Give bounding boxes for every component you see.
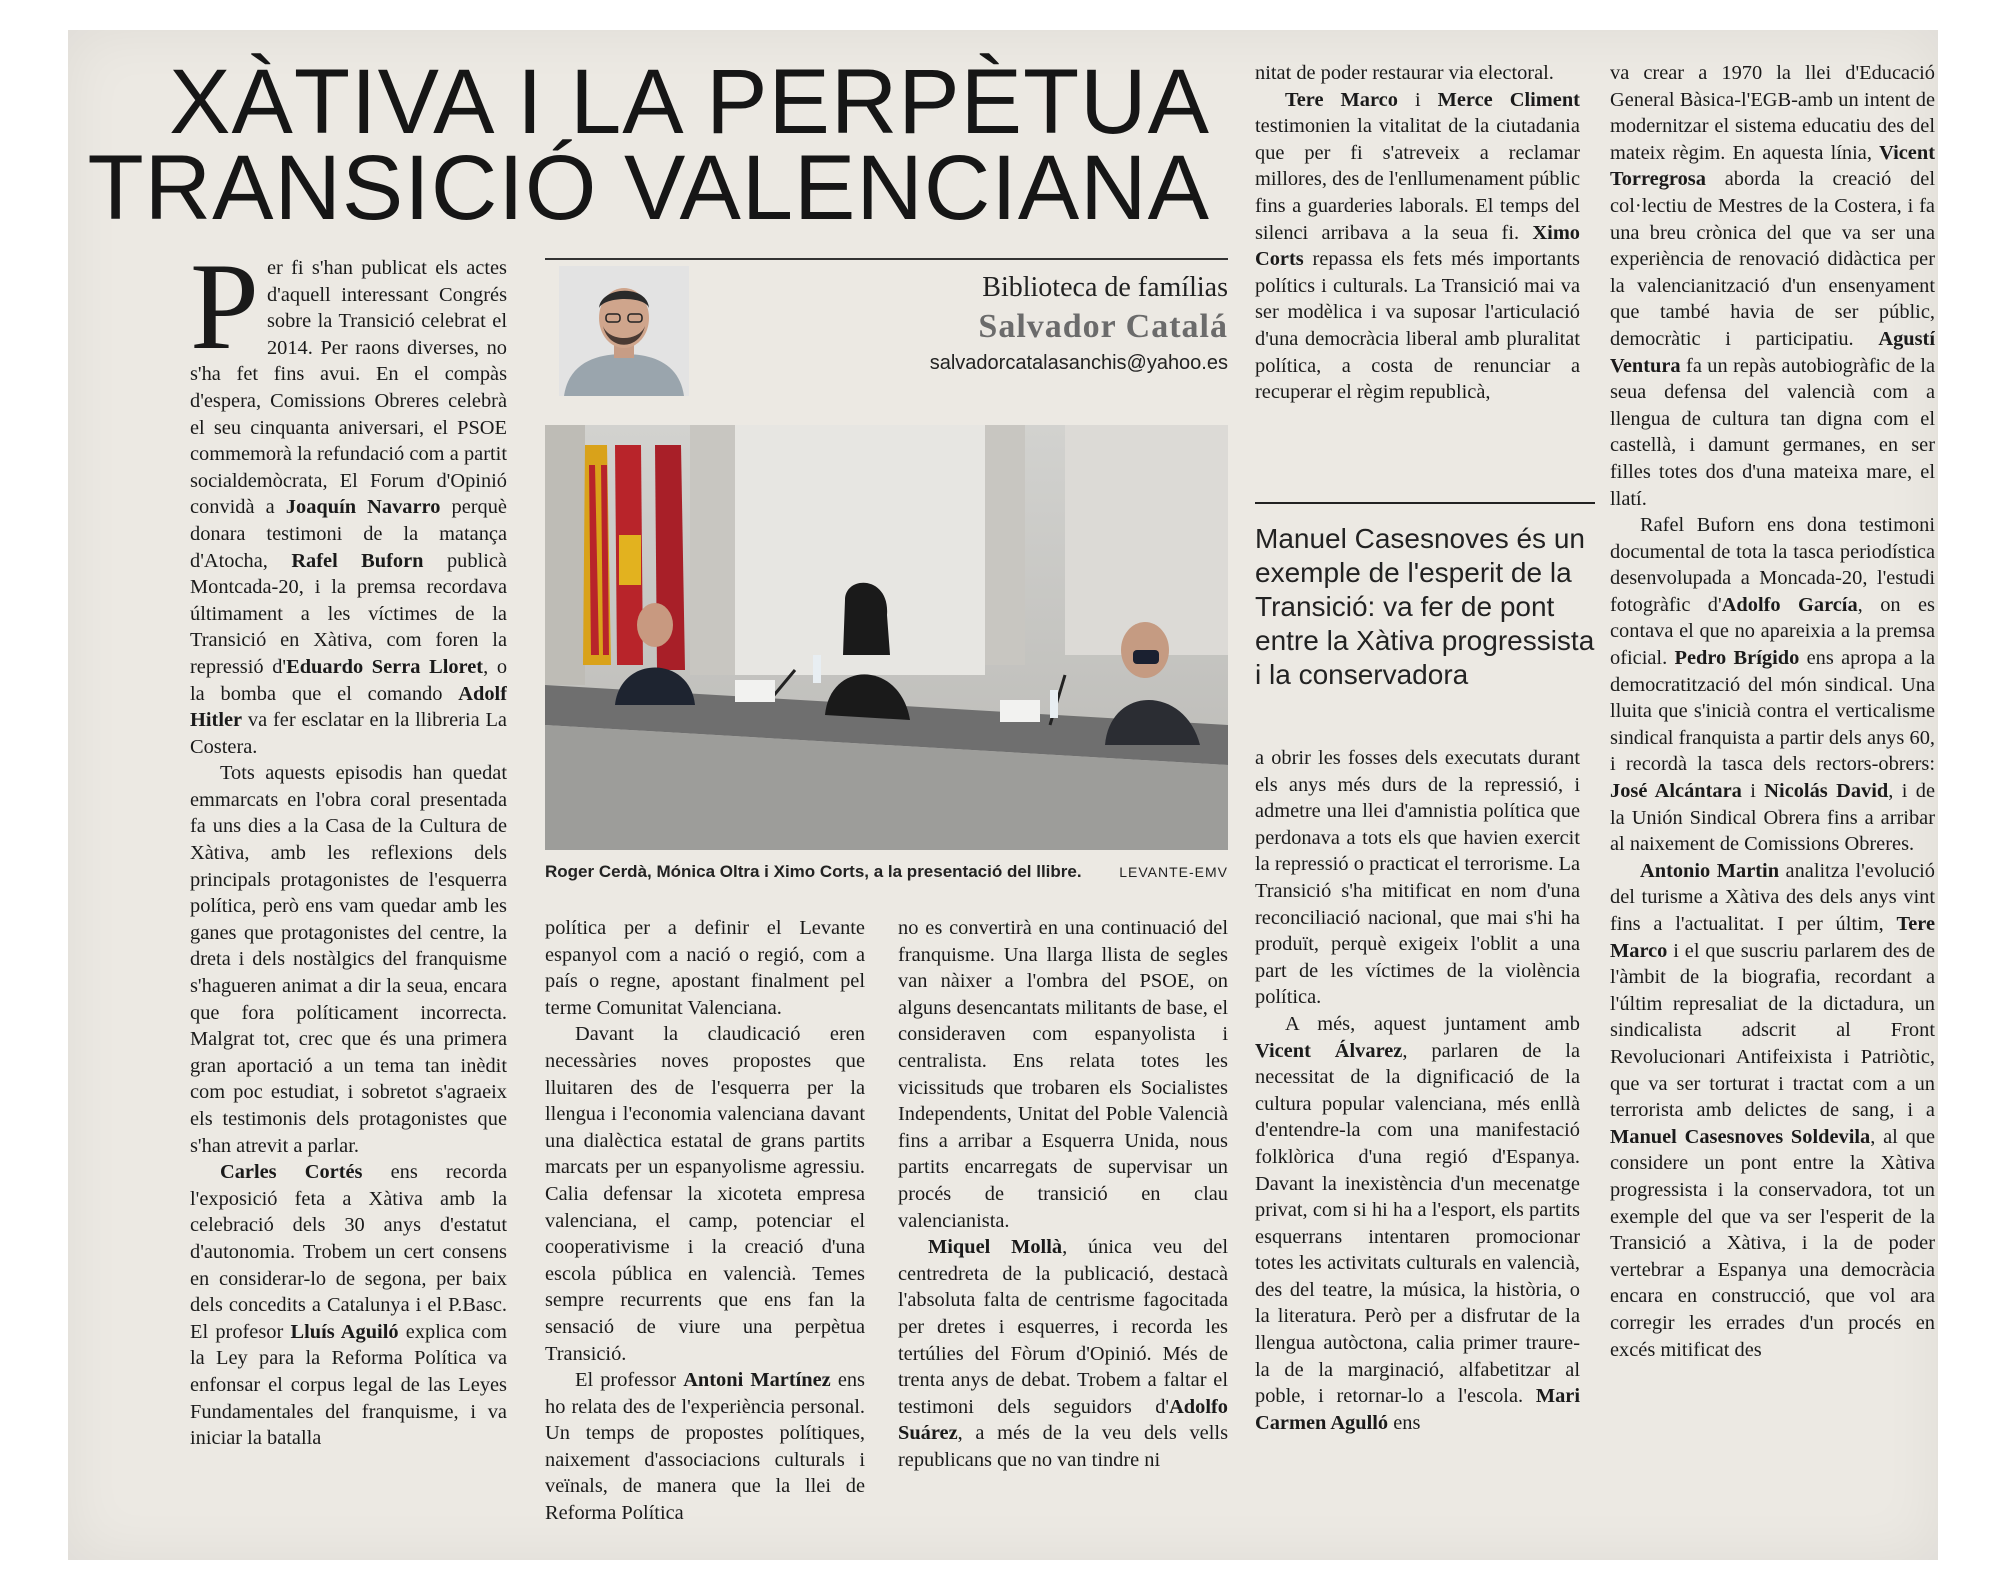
photo-caption: Roger Cerdà, Mónica Oltra i Ximo Corts, a la presentació del llibre. LEVANTE-EMV [545,862,1228,881]
author-avatar [559,266,689,396]
author-email: salvadorcatalasanchis@yahoo.es [929,352,1228,374]
headline-line-2: TRANSICIÓ VALENCIANA [87,137,1210,239]
article-column-1: Per fi s'han publicat els actes d'aquell interessant Congrés sobre la Transició celebrat el 2014. Per raons diverses, no s'ha fet fins avui. En el compàs d'espera, Comissions Obreres celebrà el seu cinquanta aniversari, el PSOE commemorà la refundació com a partit socialdemòcrata, El Forum d'Opinió convidà a Joaquín Navarro perquè donara testimoni de la matança d'Atocha, Rafel Buforn publicà Montcada-20, i la premsa recordava últimament a les víctimes de la Transició en Xàtiva, com foren la repressió d'Eduardo Serra Lloret, o la bomba que el comando Adolf Hitler va fer esclatar en la llibreria La Costera. Tots aquests episodis han quedat emmarcats en l'obra coral presentada fa uns dies a la Casa de la Cultura de Xàtiva, amb les reflexions dels principals protagonistes de l'esquerra política, però ens vam quedar amb les ganes que protagonistes del centre, la dreta i dels nostàlgics del franquisme s'hagueren animat a dir la seua, encara que fora políticament incorrecta. Malgrat tot, crec que és una primera gran aportació a un tema tan inèdit com poc estudiat, i sobretot s'agraeix els testimonis dels protagonistes que s'han atrevit a parlar. Carles Cortés ens recorda l'exposició feta a Xàtiva amb la celebració dels 30 anys d'estatut d'autonomia. Trobem un cert consens en considerar-lo de segona, per baix dels concedits a Catalunya i el P.Basc. El profesor Lluís Aguiló explica com la Ley para la Reforma Política va enfonsar el corpus legal de las Leyes Fundamentales del franquisme, i va iniciar la batalla [190,255,507,1450]
article-column-3: no es convertirà en una continuació del franquisme. Una llarga llista de segles van nàixer a l'ombra del PSOE, on alguns desencantats militants de base, el consideraven com espanyolista i centralista. Ens relata totes les vicissituds que trobaren els Socialistes Independents, Unitat del Poble Valencià fins a arribar a Esquerra Unida, nous partits encarregats de supervisar un procés de transició en clau valencianista. Miquel Mollà, única veu del centredreta de la publicació, destacà l'absoluta falta de centrisme fagocitada per dretes i esquerres, i recorda les tertúlies del Fòrum d'Opinió. Més de trenta anys de debat. Trobem a faltar el testimoni dels seguidors d'Adolfo Suárez, a més de la veu dels vells republicans que no van tindre ni [898,917,1228,1471]
headline-line-1: XÀTIVA I LA PERPÈTUA [169,51,1210,153]
author-byline [545,258,1228,400]
article-column-5: va crear a 1970 la llei d'Educació General Bàsica-l'EGB-amb un intent de modernitzar el sistema educatiu des del mateix règim. En aquesta línia, Vicent Torregrosa aborda la creació del col·lectiu de Mestres de la Costera, i fa una breu crònica del que va ser una experiència de renovació didàctica per la valencianització d'un ensenyament que també havia de ser públic, democràtic i participatiu. Agustí Ventura fa un repàs autobiogràfic de la seua defensa del valencià com a llengua de cultura tan digna com el castellà, i damunt germanes, en ser filles totes dos d'una mateixa mare, el llatí. Rafel Buforn ens dona testimoni documental de tota la tasca periodística desenvolupada a Moncada-20, l'estudi fotogràfic d'Adolfo García, on es contava el que no apareixia a la premsa oficial. Pedro Brígido ens apropa a la democratització del món sindical. Una lluita que s'inicià contra el verticalisme sindical franquista a partir dels anys 60, i recordà la tasca dels rectors-obrers: José Alcántara i Nicolás David, i de la Unión Sindical Obrera fins a arribar al naixement de Comissions Obreres. Antonio Martin analitza l'evolució del turisme a Xàtiva des dels anys vint fins a l'actualitat. I per últim, Tere Marco i el que suscriu parlarem des de l'àmbit de la biografia, recordant a l'últim represaliat de la dictadura, un sindicalista adscrit al Front Revolucionari Antifeixista i Patriòtic, que va ser torturat i tractat com a un terrorista amb delictes de sang, i a Manuel Casesnoves Soldevila, al que considere un pont entre la Xàtiva progressista i la conservadora, tot un exemple del que va ser l'esperit de la Transició a Xàtiva, i la de poder vertebrar a Espanya una democràcia encara en construcció, que vol ara corregir les errades d'un procés en excés mitificat des [1610,62,1935,1361]
pull-quote: Manuel Casesnoves és un exemple de l'esperit de la Transició: va fer de pont entre la Xàtiva progressista i la conservadora [1255,502,1595,732]
section-label: Biblioteca de famílias [982,272,1228,303]
article-column-4-bottom: a obrir les fosses dels executats durant els anys més durs de la repressió, i admetre una llei d'amnistia política que perdonava a tots els que havien exercit la repressió o practicat el terrorisme. La Transició s'ha mitificat en nom d'una reconciliació nacional, que mai s'hi ha produït, perquè exigeix l'oblit a una part de les víctimes de la violència política. A més, aquest juntament amb Vicent Álvarez, parlaren de la necessitat de la dignificació de la cultura popular valenciana, més enllà d'entendre-la com una manifestació folklòrica d'una regió d'Espanya. Davant la inexistència d'un mecenatge privat, com si hi ha a l'esport, els partits esquerrans intentaren promocionar totes les activitats culturals en valencià, des del teatre, la música, la història, o la literatura. Però per a disfrutar de la llengua autòctona, calia primer traure-la de la marginació, alfabetitzar al poble, i retornar-lo a l'escola. Mari Carmen Agulló ens [1255,747,1580,1434]
drop-cap: P [190,255,259,375]
news-photo [545,425,1228,850]
article-column-2: política per a definir el Levante espanyol com a nació o regió, com a país o regne, apostant finalment pel terme Comunitat Valenciana. Davant la claudicació eren necessàries noves propostes que lluitaren des de l'esquerra per la llengua i l'economia valenciana davant una dialèctica estatal de grans partits marcats per un espanyolisme agressiu. Calia defensar la xicoteta empresa valenciana, el camp, potenciar el cooperativisme i la creació d'una escola pública en valencià. Temes sempre recurrents que ens fan la sensació de viure una perpètua Transició. El professor Antoni Martínez ens ho relata des de l'experiència personal. Un temps de propostes polítiques, naixement d'associacions culturals i veïnals, de manera que la llei de Reforma Política [545,917,865,1525]
author-name: Salvador Catalá [978,308,1228,345]
article-column-4-top: nitat de poder restaurar via electoral. Tere Marco i Merce Climent testimonien la vitalitat de la ciutadania que per fi s'atreveix a reclamar millores, des de l'enllumenament públic fins a guarderies laborals. El temps del silenci arribava a la seua fi. Ximo Corts repassa els fets més importants polítics i culturals. La Transició mai va ser modèlica i va suposar l'articulació d'una democràcia liberal amb pluralitat política, a costa de renunciar a recuperar el règim republicà, [1255,62,1580,404]
photo-credit: LEVANTE-EMV [1119,864,1228,880]
